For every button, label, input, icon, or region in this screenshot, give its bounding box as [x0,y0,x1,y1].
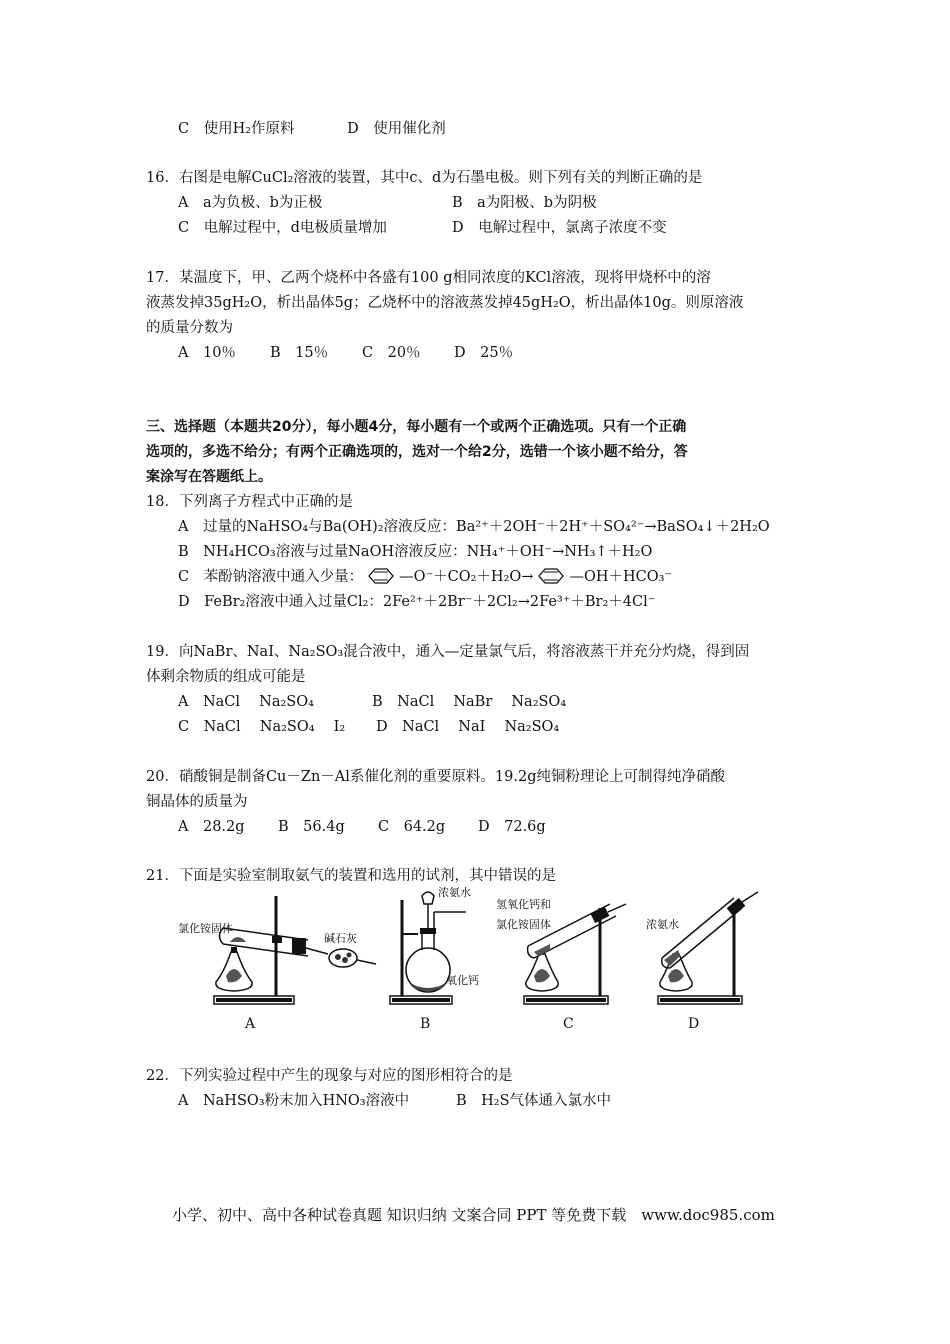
q17-option-a: A 10％ [178,345,236,361]
q20-stem-line2: 铜晶体的质量为 [146,794,248,810]
q17-option-d: D 25％ [454,345,514,361]
label-soda-lime: 碱石灰 [324,932,357,945]
figure-caption-b: B [420,1016,431,1032]
q19-option-c: C NaCl Na₂SO₄ I₂ [178,719,346,735]
apparatus-d-figure [644,890,774,1010]
label-calcium-hydroxide-and: 氢氧化钙和 [496,898,551,911]
q19-stem-line2: 体剩余物质的组成可能是 [146,669,306,685]
q22-option-b: B H₂S气体通入氯水中 [456,1093,612,1109]
q19-options-ab [178,692,566,712]
q17-stem-line2: 液蒸发掉35gH₂O，析出晶体5g；乙烧杯中的溶液蒸发掉45gH₂O，析出晶体10g。则原溶液 [146,295,744,311]
label-ammonium-chloride-solid-c: 氯化铵固体 [496,918,551,931]
q18-option-a: A 过量的NaHSO₄与Ba(OH)₂溶液反应：Ba²⁺＋2OH⁻＋2H⁺＋SO₄²⁻→BaSO₄↓＋2H₂O [178,519,770,535]
q15-options [178,119,446,139]
q17-options [178,343,513,363]
figure-caption-d: D [688,1016,700,1032]
q18-option-c-middle: —O⁻＋CO₂＋H₂O→ [399,569,534,585]
label-conc-ammonia-b: 浓氨水 [438,886,471,899]
q16-option-b: B a为阳极、b为阴极 [452,195,597,211]
section3-instructions-line1: 三、选择题（本题共20分），每小题4分，每小题有一个或两个正确选项。只有一个正确 [146,419,687,435]
q18-option-c-suffix: —OH＋HCO₃⁻ [569,569,673,585]
section3-instructions-line2: 选项的，多选不给分；有两个正确选项的，选对一个给2分，选错一个该小题不给分，答 [146,444,688,460]
q20-stem-line1: 20．硝酸铜是制备Cu－Zn－Al系催化剂的重要原料。19.2g纯铜粉理论上可制得纯净硝酸 [146,769,725,785]
q22-stem: 22．下列实验过程中产生的现象与对应的图形相符合的是 [146,1068,513,1084]
q19-options-cd [178,717,559,737]
q21-stem: 21．下面是实验室制取氨气的装置和选用的试剂，其中错误的是 [146,868,556,884]
q20-option-b: B 56.4g [278,819,345,835]
q17-stem-line1: 17．某温度下，甲、乙两个烧杯中各盛有100 g相同浓度的KCl溶液，现将甲烧杯中的溶 [146,270,711,286]
q18-option-b: B NH₄HCO₃溶液与过量NaOH溶液反应：NH₄⁺＋OH⁻→NH₃↑＋H₂O [178,544,653,560]
q15-option-d: D 使用催化剂 [347,121,446,137]
q16-option-c: C 电解过程中，d电极质量增加 [178,220,387,236]
q16-option-d: D 电解过程中，氯离子浓度不变 [452,220,667,236]
page-footer: 小学、初中、高中各种试卷真题 知识归纳 文案合同 PPT 等免费下载 www.doc985.com [172,1206,775,1224]
q16-options-cd [178,218,667,238]
q18-option-c-prefix: C 苯酚钠溶液中通入少量： [178,569,364,585]
q18-option-c [178,567,672,587]
figure-caption-a: A [245,1016,256,1032]
label-conc-ammonia-d: 浓氨水 [646,918,679,931]
q19-stem-line1: 19．向NaBr、NaI、Na₂SO₃混合液中，通入—定量氯气后，将溶液蒸干并充分灼烧，得到固 [146,644,750,660]
q17-option-c: C 20％ [362,345,421,361]
q19-option-a: A NaCl Na₂SO₄ [178,694,314,710]
q20-option-d: D 72.6g [478,819,546,835]
benzene-ring-icon [363,568,399,584]
q17-option-b: B 15％ [270,345,329,361]
q16-option-a: A a为负极、b为正极 [178,195,323,211]
q18-stem: 18．下列离子方程式中正确的是 [146,494,353,510]
q16-stem: 16．右图是电解CuCl₂溶液的装置，其中c、d为石墨电极。则下列有关的判断正确的是 [146,170,703,186]
q20-option-c: C 64.2g [378,819,446,835]
apparatus-c-figure [494,890,634,1010]
q20-option-a: A 28.2g [178,819,245,835]
q22-option-a: A NaHSO₃粉末加入HNO₃溶液中 [178,1093,410,1109]
label-ammonium-chloride-solid-a: 氯化铵固体 [178,922,233,935]
apparatus-b-figure [382,886,492,1010]
q15-option-c: C 使用H₂作原料 [178,121,295,137]
apparatus-a-figure [176,892,381,1010]
q17-stem-line3: 的质量分数为 [146,320,233,336]
section3-instructions-line3: 案涂写在答题纸上。 [146,469,272,485]
q18-option-d: D FeBr₂溶液中通入过量Cl₂：2Fe²⁺＋2Br⁻＋2Cl₂→2Fe³⁺＋Br₂＋4Cl⁻ [178,594,656,610]
q20-options [178,817,546,837]
q22-options [178,1091,611,1111]
q16-options-ab [178,193,597,213]
q19-option-b: B NaCl NaBr Na₂SO₄ [372,694,567,710]
label-calcium-oxide: 氧化钙 [446,974,479,987]
figure-caption-c: C [563,1016,574,1032]
q19-option-d: D NaCl NaI Na₂SO₄ [376,719,560,735]
benzene-ring-icon [533,568,569,584]
